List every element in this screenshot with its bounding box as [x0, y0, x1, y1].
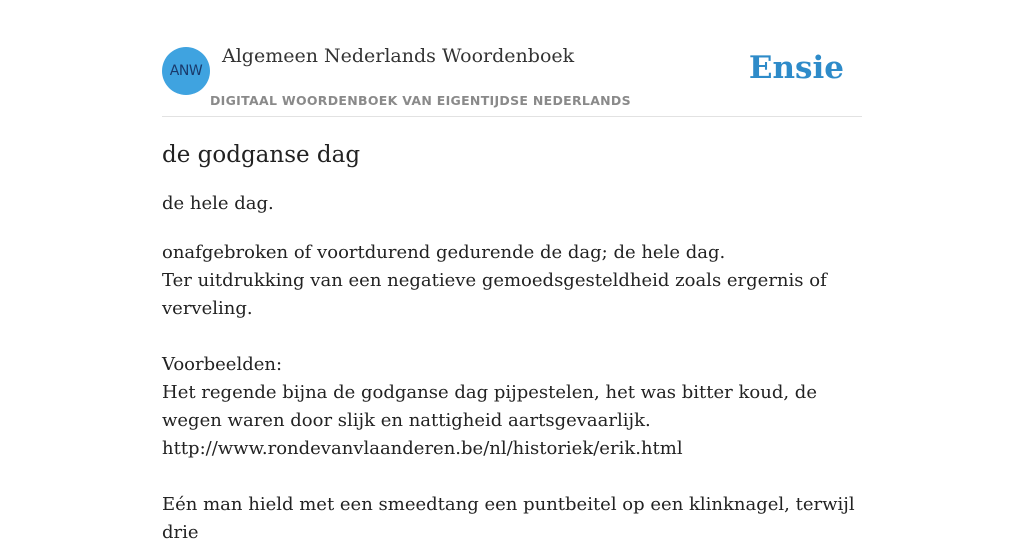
example-source-link[interactable]: http://www.rondevanvlaanderen.be/nl/historiek/erik.html — [162, 438, 683, 459]
definition-line: Ter uitdrukking van een negatieve gemoedsgesteldheid zoals ergernis of verveling. — [162, 270, 827, 319]
entry-content — [162, 140, 862, 547]
site-header — [162, 0, 862, 117]
page — [162, 0, 862, 547]
examples-label: Voorbeelden: — [162, 354, 283, 375]
full-definition — [162, 239, 862, 547]
spacer — [162, 463, 862, 491]
site-title[interactable]: Algemeen Nederlands Woordenboek — [222, 45, 575, 67]
definition-line: onafgebroken of voortdurend gedurende de dag; de hele dag. — [162, 242, 726, 263]
headword: de godganse dag — [162, 142, 361, 168]
example-text: Eén man hield met een smeedtang een puntbeitel op een klinknagel, terwijl drie — [162, 494, 855, 543]
example-text: Het regende bijna de godganse dag pijpestelen, het was bitter koud, de wegen waren door slijk en nattigheid aartsgevaarlijk. — [162, 382, 817, 431]
anw-logo[interactable]: ANW — [162, 47, 210, 95]
site-subtitle: DIGITAAL WOORDENBOEK VAN EIGENTIJDSE NEDERLANDS — [210, 93, 631, 108]
ensie-logo-link[interactable]: Ensie — [748, 50, 844, 86]
example-source — [162, 435, 862, 463]
spacer — [162, 323, 862, 351]
short-definition: de hele dag. — [162, 193, 274, 214]
